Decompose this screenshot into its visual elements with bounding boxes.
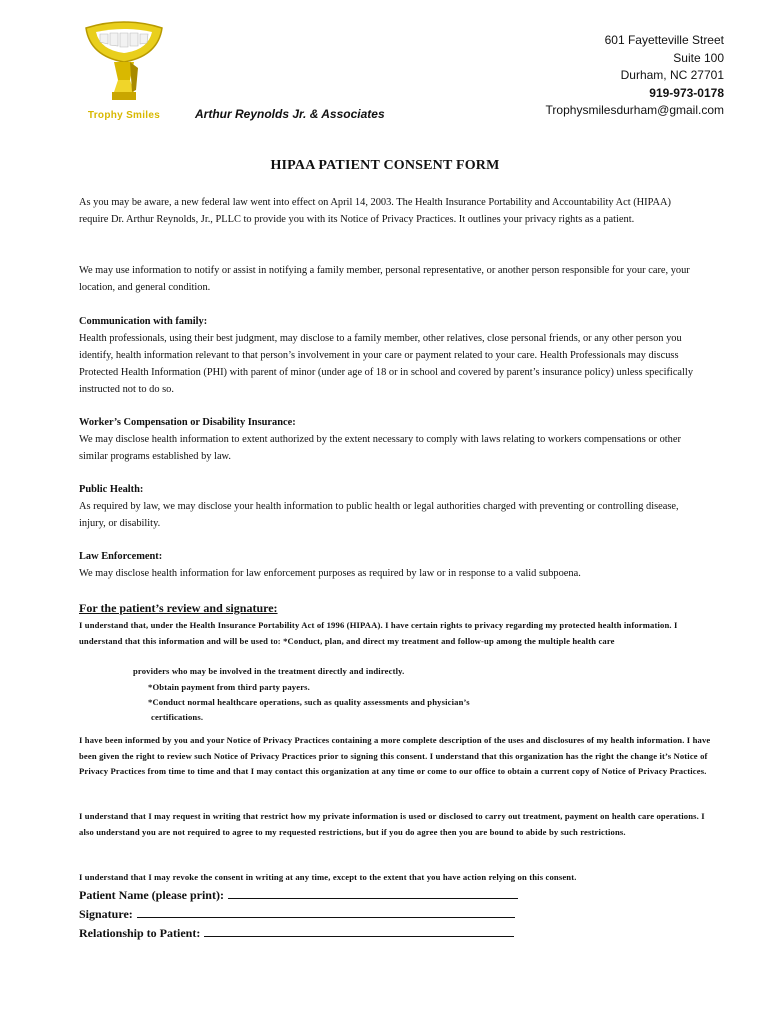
workers-heading: Worker’s Compensation or Disability Insurance:	[79, 417, 296, 428]
workers-body: We may disclose health information to extent authorized by the extent necessary to comply with laws relating to workers compensations or other similar programs established by law.	[79, 434, 681, 462]
review-bullet-operations-continued: certifications.	[151, 712, 204, 722]
patient-name-field[interactable]	[228, 886, 518, 899]
review-paragraph-2: I have been informed by you and your Notice of Privacy Practices containing a more complete description of the uses and disclosures of my health information. I have been given the right to review such Notice of Privacy Practices prior to signing this consent. I understand that this organization has the right the change it’s Notice of Privacy Practices from time to time and that I may contact this organization at any time or come to our office to obtain a current copy of Notice of Privacy Practices.	[79, 735, 711, 776]
signature-field[interactable]	[137, 905, 515, 918]
notify-paragraph: We may use information to notify or assist in notifying a family member, personal representative, or another person responsible for your care, your location, and general condition.	[79, 265, 690, 293]
law-enforcement-heading: Law Enforcement:	[79, 551, 163, 562]
law-enforcement-body: We may disclose health information for law enforcement purposes as required by law or in response to a valid subpoena.	[79, 568, 581, 579]
review-paragraph-3: I understand that I may request in writing that restrict how my private information is used or disclosed to carry out treatment, payment on health care operations. I also understand you are not required to agree to my requested restrictions, but if you do agree then you are bound to abide by such restrictions.	[79, 811, 705, 837]
practice-name: Arthur Reynolds Jr. & Associates	[195, 107, 385, 121]
form-title: HIPAA PATIENT CONSENT FORM	[270, 158, 500, 173]
patient-name-row	[79, 885, 518, 905]
intro-paragraph: As you may be aware, a new federal law went into effect on April 14, 2003. The Health Insurance Portability and Accountability Act (HIPAA) require Dr. Arthur Reynolds, Jr., PLLC to provide you with its Notice of Privacy Practices. It outlines your privacy rights as a patient.	[79, 197, 671, 225]
review-paragraph-1: I understand that, under the Health Insurance Portability Act of 1996 (HIPAA). I have certain rights to privacy regarding my protected health information. I understand that this information and will be used to: *Conduct, plan, and direct my treatment and follow-up among the multiple health care	[79, 620, 678, 646]
trophy-smile-icon	[78, 18, 170, 113]
law-enforcement-section	[79, 548, 699, 582]
trophy-smiles-logo	[78, 18, 170, 128]
phone-number: 919-973-0178	[649, 85, 724, 100]
public-health-body: As required by law, we may disclose your health information to public health or legal authorities charged with preventing or controlling disease, injury, or disability.	[79, 501, 679, 529]
signature-row	[79, 904, 515, 924]
review-bullet-operations: *Conduct normal healthcare operations, such as quality assessments and physician’s	[148, 697, 470, 707]
family-body: Health professionals, using their best judgment, may disclose to a family member, other relatives, close personal friends, or any other person you identify, health information relevant to that person’s involvement in your care or payment related to your care. Health Professionals may discuss Protected Health Information (PHI) with parent of minor (under age of 18 or in school and covered by parent’s insurance policy) unless specifically instructed not to do so.	[79, 333, 694, 395]
review-paragraph-1-continued: providers who may be involved in the treatment directly and indirectly.	[133, 666, 405, 676]
review-bullet-payment: *Obtain payment from third party payers.	[148, 682, 310, 692]
address-city: Durham, NC 27701	[620, 68, 724, 82]
public-health-section	[79, 481, 699, 532]
review-paragraph-4: I understand that I may revoke the consent in writing at any time, except to the extent that you have action relying on this consent.	[79, 872, 577, 882]
address-block	[546, 32, 724, 120]
family-heading: Communication with family:	[79, 316, 208, 327]
address-street: 601 Fayetteville Street	[604, 33, 724, 47]
relationship-row	[79, 923, 514, 943]
review-heading: For the patient’s review and signature:	[79, 601, 278, 615]
relationship-field[interactable]	[204, 924, 514, 937]
public-health-heading: Public Health:	[79, 484, 144, 495]
family-section	[79, 313, 699, 398]
address-suite: Suite 100	[673, 50, 724, 65]
relationship-label: Relationship to Patient:	[79, 926, 201, 940]
patient-name-label: Patient Name (please print):	[79, 888, 224, 902]
logo-text: Trophy Smiles	[87, 110, 161, 121]
email-address: Trophysmilesdurham@gmail.com	[545, 103, 724, 117]
workers-section	[79, 414, 699, 465]
signature-label: Signature:	[79, 907, 133, 921]
